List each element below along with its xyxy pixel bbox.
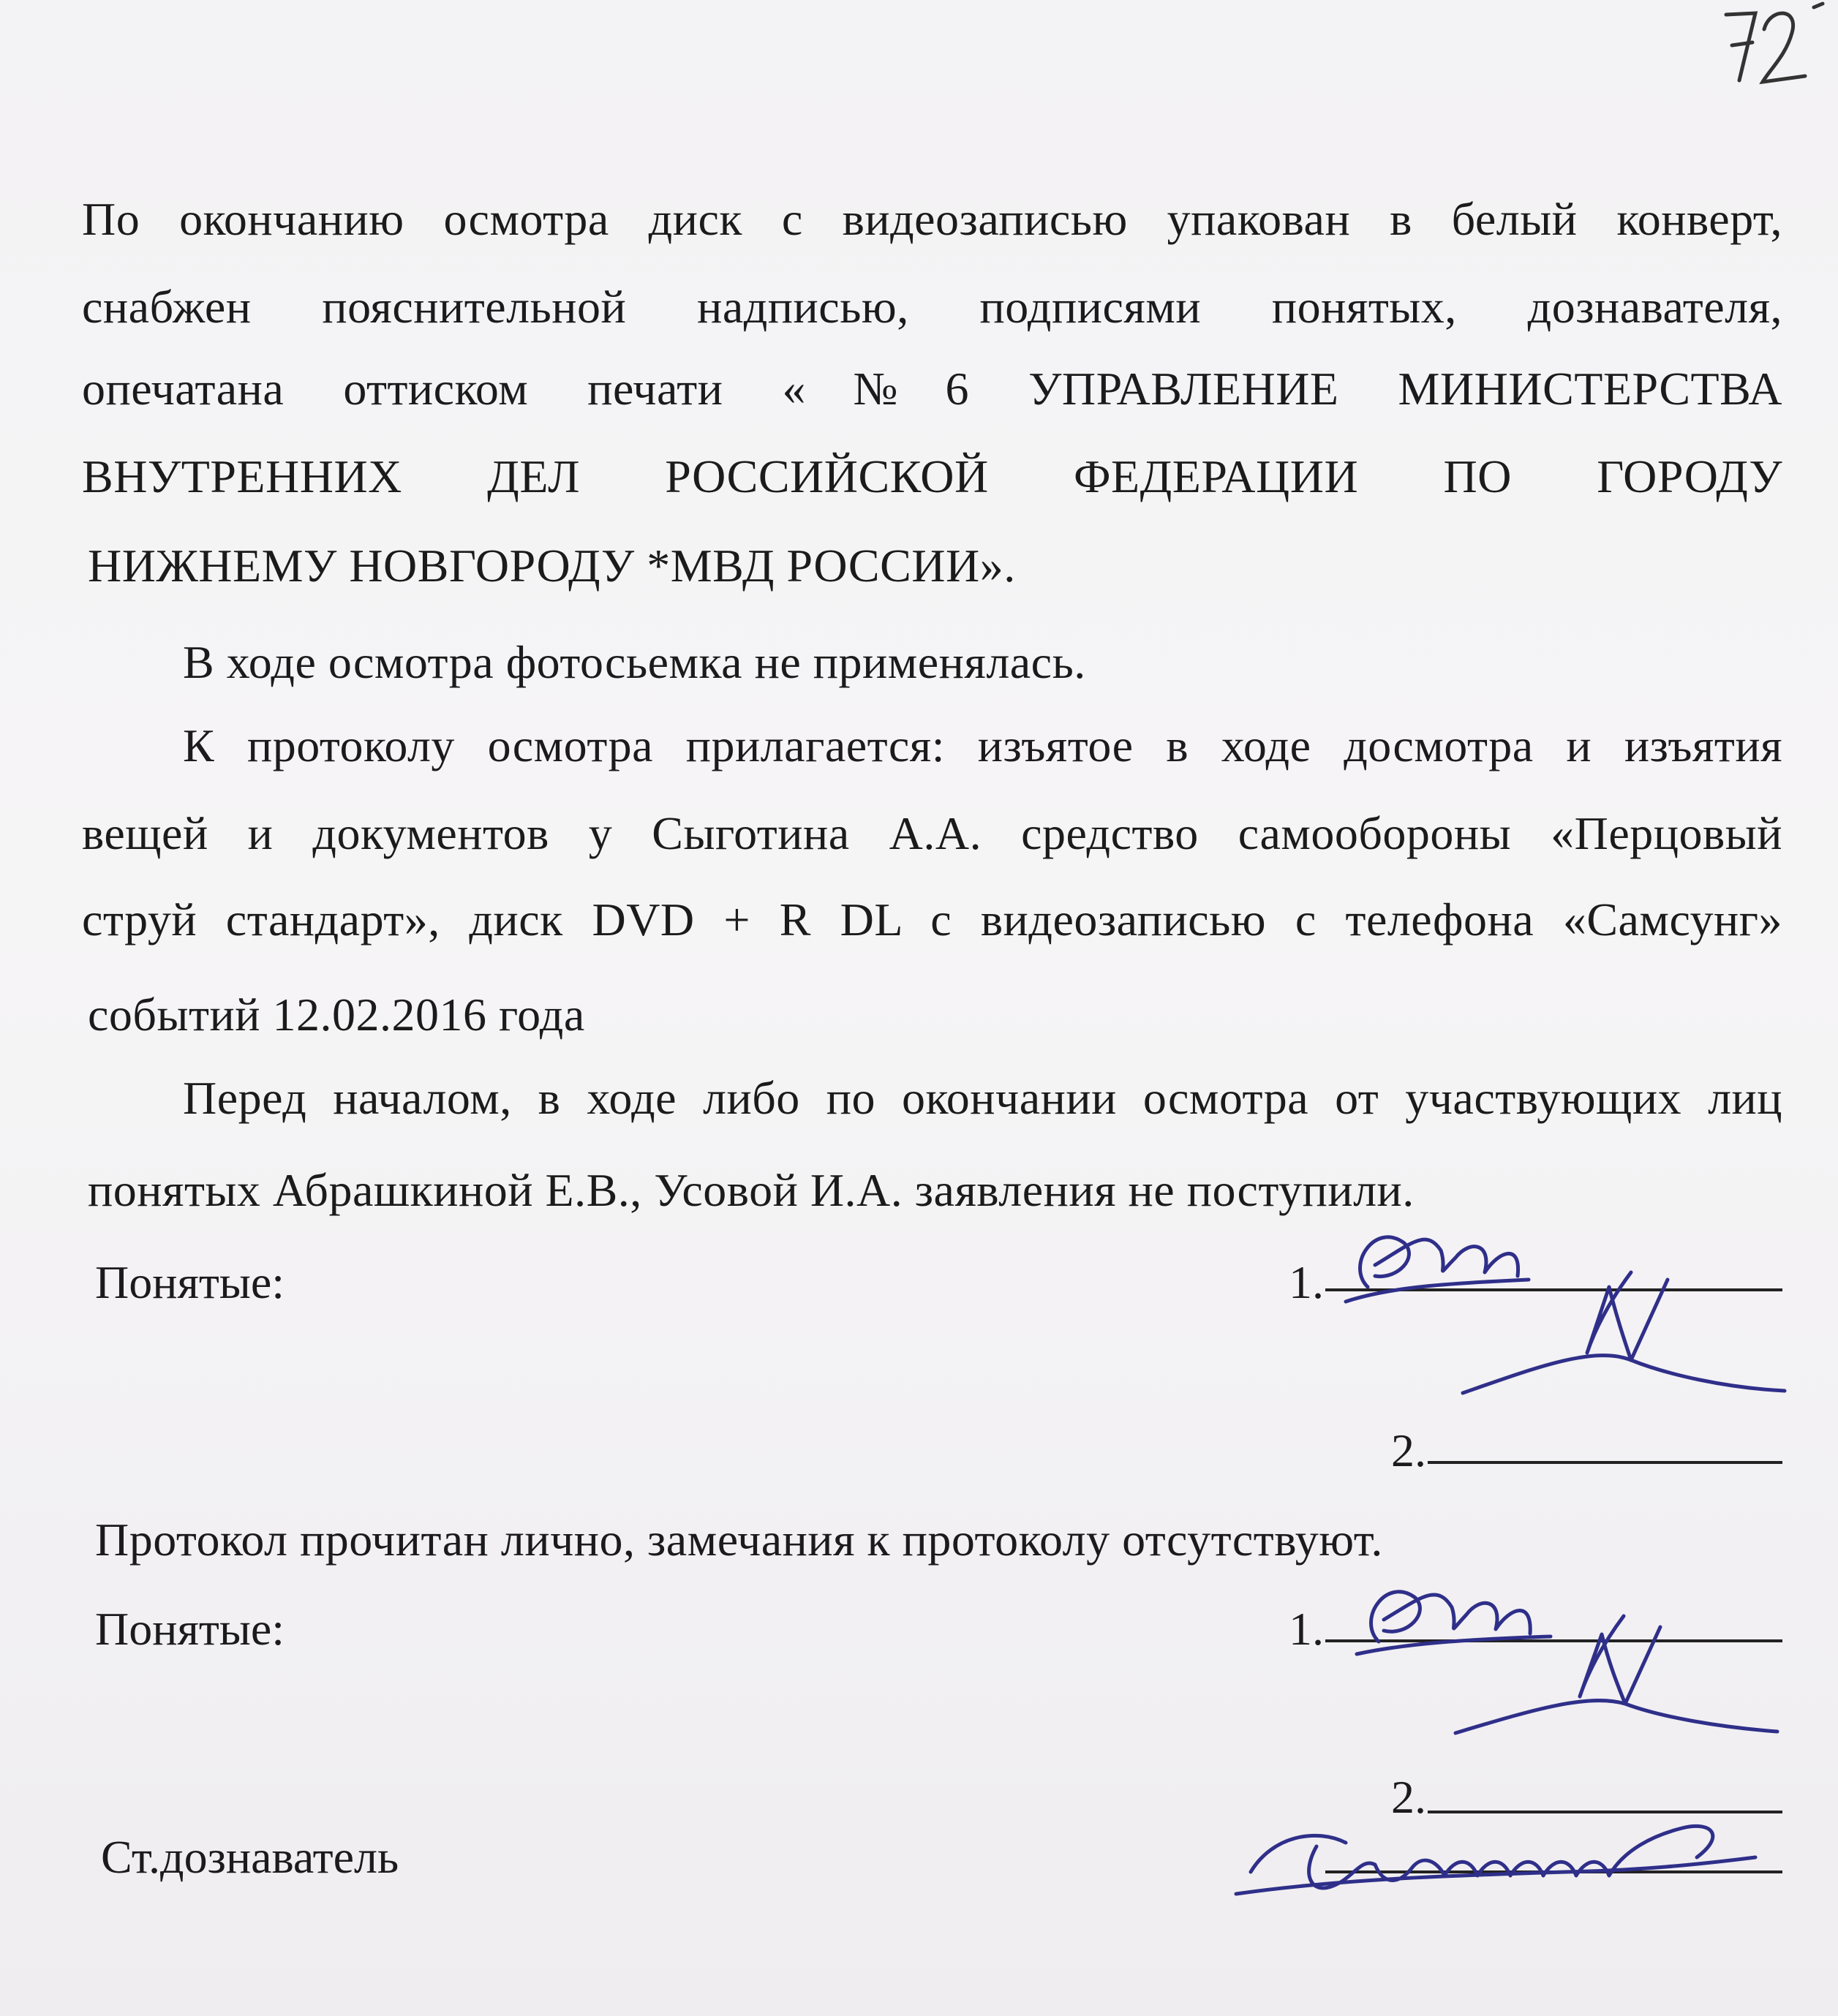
- body-line: Протокол прочитан лично, замечания к протоколу отсутствуют.: [95, 1514, 1383, 1566]
- body-line: опечатана оттиском печати «№6 УПРАВЛЕНИЕ МИНИСТЕРСТВА: [82, 363, 1782, 415]
- signature-number: 1.: [1289, 1603, 1324, 1655]
- body-line: струй стандарт», диск DVD + R DL с видеозаписью с телефона «Самсунг»: [82, 894, 1782, 945]
- witnesses-label: Понятые:: [95, 1256, 285, 1308]
- body-line: Перед началом, в ходе либо по окончании осмотра от участвующих лиц: [183, 1072, 1782, 1124]
- body-line: ВНУТРЕННИХ ДЕЛ РОССИЙСКОЙ ФЕДЕРАЦИИ ПО ГОРОДУ: [82, 450, 1782, 502]
- signature-line: [1428, 1461, 1782, 1464]
- body-line: НИЖНЕМУ НОВГОРОДУ *МВД РОССИИ».: [88, 540, 1016, 592]
- signature-number: 2.: [1391, 1771, 1426, 1823]
- handwritten-page-number: [1719, 0, 1828, 88]
- body-line: понятых Абрашкиной Е.В., Усовой И.А. заявления не поступили.: [88, 1164, 1415, 1216]
- signature-number: 2.: [1391, 1424, 1426, 1476]
- signature-investigator: [1229, 1806, 1770, 1916]
- body-line: К протоколу осмотра прилагается: изъятое в ходе досмотра и изъятия: [183, 720, 1782, 771]
- body-line: В ходе осмотра фотосьемка не применялась.: [183, 636, 1086, 688]
- body-line: вещей и документов у Сыготина А.А. средство самообороны «Перцовый: [82, 807, 1782, 859]
- body-line: событий 12.02.2016 года: [88, 989, 585, 1041]
- signature-number: 1.: [1289, 1256, 1324, 1308]
- witnesses-label: Понятые:: [95, 1603, 285, 1655]
- signature-witness-2: [1434, 1601, 1785, 1748]
- signature-witness-2: [1448, 1258, 1792, 1404]
- body-line: По окончанию осмотра диск с видеозаписью упакован в белый конверт,: [82, 193, 1782, 245]
- body-line: снабжен пояснительной надписью, подписями понятых, дознавателя,: [82, 281, 1782, 333]
- investigator-label: Ст.дознаватель: [101, 1831, 399, 1883]
